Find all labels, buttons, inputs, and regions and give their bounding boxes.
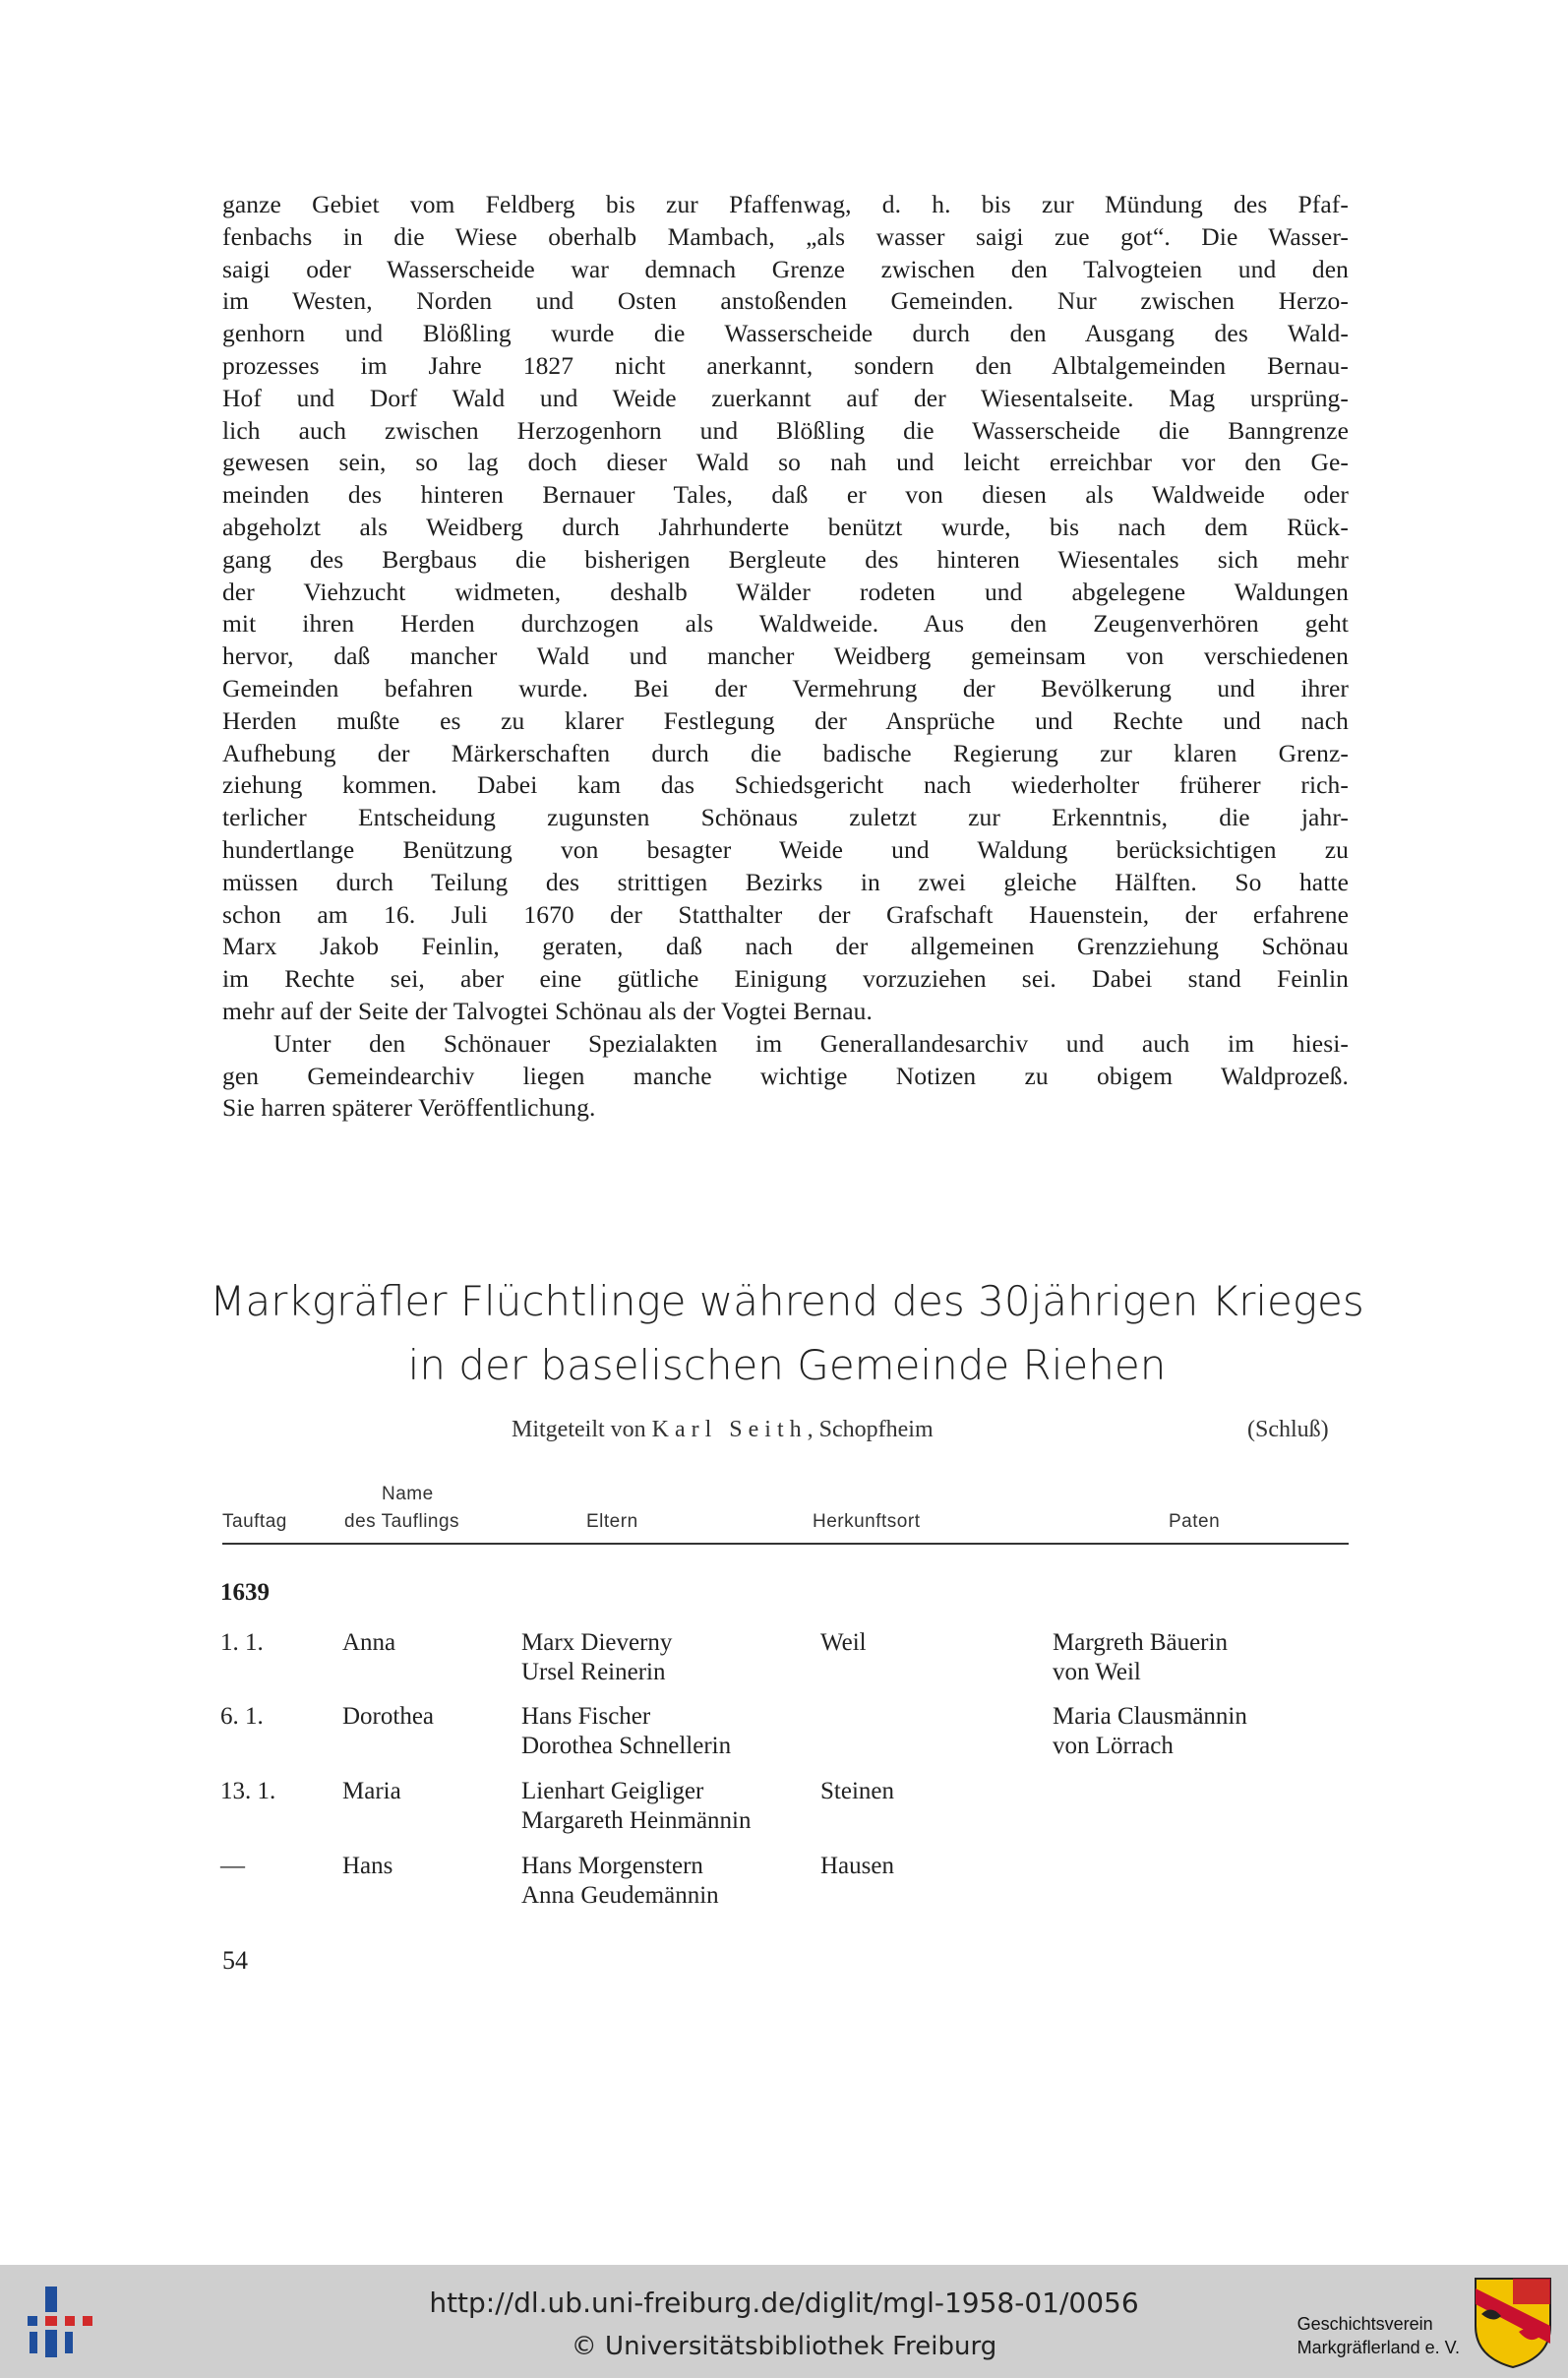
header-name-bottom: des Tauflings	[344, 1511, 460, 1532]
cell-date: —	[220, 1853, 245, 1879]
byline-prefix: Mitgeteilt von	[512, 1417, 646, 1442]
body-line: schon am 16. Juli 1670 der Statthalter der Grafschaft Hauenstein, der erfahrene	[222, 899, 1349, 929]
cell-godparent-2: von Weil	[1053, 1659, 1141, 1685]
cell-parent-2: Dorothea Schnellerin	[521, 1733, 732, 1759]
header-name-top: Name	[382, 1484, 434, 1504]
society-line-2: Markgräflerland e. V.	[1297, 2338, 1460, 2357]
body-line: terlicher Entscheidung zugunsten Schönaus zuletzt zur Erkenntnis, die jahr-	[222, 803, 1349, 832]
body-line: hundertlange Benützung von besagter Weide und Waldung berücksichtigen zu	[222, 834, 1349, 864]
body-line: prozesses im Jahre 1827 nicht anerkannt, sondern den Albtalgemeinden Bernau-	[222, 350, 1349, 380]
body-line: saigi oder Wasserscheide war demnach Grenze zwischen den Talvogteien und den	[222, 254, 1349, 283]
cell-parent-2: Margareth Heinmännin	[521, 1807, 752, 1834]
body-line: ganze Gebiet vom Feldberg bis zur Pfaffenwag, d. h. bis zur Mündung des Pfaf-	[222, 190, 1349, 218]
cell-godparent-1: Maria Clausmännin	[1053, 1703, 1247, 1730]
footer-bar	[0, 2265, 1568, 2378]
byline-place: , Schopfheim	[807, 1417, 934, 1442]
table-year: 1639	[220, 1579, 270, 1606]
header-paten: Paten	[1169, 1511, 1221, 1532]
coat-of-arms-icon	[1472, 2275, 1554, 2369]
body-line: abgeholzt als Weidberg durch Jahrhunderte benützt wurde, bis nach dem Rück-	[222, 512, 1349, 541]
body-line: Hof und Dorf Wald und Weide zuerkannt auf der Wiesentalseite. Mag ursprüng-	[222, 383, 1349, 412]
body-line: im Westen, Norden und Osten anstoßenden Gemeinden. Nur zwischen Herzo-	[222, 286, 1349, 316]
cell-godparent-1: Margreth Bäuerin	[1053, 1629, 1228, 1656]
header-eltern: Eltern	[586, 1511, 638, 1532]
body-line: im Rechte sei, aber eine gütliche Einigung vorzuziehen sei. Dabei stand Feinlin	[222, 964, 1349, 994]
body-line: der Viehzucht widmeten, deshalb Wälder rodeten und abgelegene Waldungen	[222, 577, 1349, 606]
cell-origin: Steinen	[820, 1778, 894, 1804]
body-line: gang des Bergbaus die bisherigen Bergleute des hinteren Wiesentales sich mehr	[222, 544, 1349, 574]
body-line: Sie harren späterer Veröffentlichung.	[222, 1093, 596, 1123]
cell-date: 6. 1.	[220, 1703, 264, 1730]
cell-date: 13. 1.	[220, 1778, 276, 1804]
body-line: hervor, daß mancher Wald und mancher Weidberg gemeinsam von verschiedenen	[222, 641, 1349, 671]
body-line: ziehung kommen. Dabei kam das Schiedsgericht nach wiederholter früherer rich-	[222, 770, 1349, 800]
body-line: gewesen sein, so lag doch dieser Wald so nah und leicht erreichbar vor den Ge-	[222, 448, 1349, 477]
article-title-line-1: Markgräfler Flüchtlinge während des 30jährigen Krieges	[210, 1277, 1364, 1325]
body-line: lich auch zwischen Herzogenhorn und Blößling die Wasserscheide die Banngrenze	[222, 415, 1349, 445]
body-line: Herden mußte es zu klarer Festlegung der Ansprüche und Rechte und nach	[222, 705, 1349, 735]
cell-parent-2: Anna Geudemännin	[521, 1882, 719, 1909]
footer-copyright: © Universitätsbibliothek Freiburg	[571, 2332, 997, 2361]
body-line: gen Gemeindearchiv liegen manche wichtige Notizen zu obigem Waldprozeß.	[222, 1061, 1349, 1090]
cell-child-name: Maria	[342, 1778, 401, 1804]
cell-child-name: Dorothea	[342, 1703, 435, 1730]
body-text	[222, 189, 1349, 1125]
cell-parent-1: Hans Fischer	[521, 1703, 651, 1730]
body-line: Aufhebung der Märkerschaften durch die badische Regierung zur klaren Grenz-	[222, 738, 1349, 767]
cell-child-name: Anna	[342, 1629, 396, 1656]
body-line: genhorn und Blößling wurde die Wasserscheide durch den Ausgang des Wald-	[222, 319, 1349, 348]
cell-origin: Weil	[820, 1629, 867, 1656]
body-line: mit ihren Herden durchzogen als Waldweide. Aus den Zeugenverhören geht	[222, 609, 1349, 639]
header-herkunftsort: Herkunftsort	[813, 1511, 921, 1532]
body-line: Gemeinden befahren wurde. Bei der Vermehrung der Bevölkerung und ihrer	[222, 673, 1349, 702]
society-line-1: Geschichtsverein	[1297, 2314, 1433, 2334]
cell-parent-2: Ursel Reinerin	[521, 1659, 666, 1685]
body-line: fenbachs in die Wiese oberhalb Mambach, „als wasser saigi zue got“. Die Wasser-	[222, 221, 1349, 251]
author-name: Karl Seith	[651, 1417, 808, 1442]
body-line: Marx Jakob Feinlin, geraten, daß nach der allgemeinen Grenzziehung Schönau	[222, 932, 1349, 961]
cell-parent-1: Lienhart Geigliger	[521, 1778, 704, 1804]
body-line: mehr auf der Seite der Talvogtei Schönau als der Vogtei Bernau.	[222, 996, 873, 1025]
cell-godparent-2: von Lörrach	[1053, 1733, 1174, 1759]
society-name	[1297, 2312, 1460, 2359]
body-line: Unter den Schönauer Spezialakten im Generallandesarchiv und auch im hiesi-	[273, 1028, 1349, 1058]
page-number: 54	[222, 1946, 248, 1975]
cell-origin: Hausen	[820, 1853, 894, 1879]
byline	[512, 1417, 934, 1443]
continuation-note: (Schluß)	[1247, 1417, 1329, 1442]
cell-date: 1. 1.	[220, 1629, 264, 1656]
header-tauftag: Tauftag	[222, 1511, 287, 1532]
article-title-line-2: in der baselischen Gemeinde Riehen	[407, 1341, 1167, 1389]
cell-parent-1: Hans Morgenstern	[521, 1853, 703, 1879]
cell-child-name: Hans	[342, 1853, 393, 1879]
table-rule	[222, 1543, 1349, 1545]
cell-parent-1: Marx Dieverny	[521, 1629, 673, 1656]
body-line: meinden des hinteren Bernauer Tales, daß er von diesen als Waldweide oder	[222, 480, 1349, 510]
body-line: müssen durch Teilung des strittigen Bezirks in zwei gleiche Hälften. So hatte	[222, 867, 1349, 896]
footer-url-link[interactable]: http://dl.ub.uni-freiburg.de/diglit/mgl-1958-01/0056	[429, 2287, 1139, 2319]
